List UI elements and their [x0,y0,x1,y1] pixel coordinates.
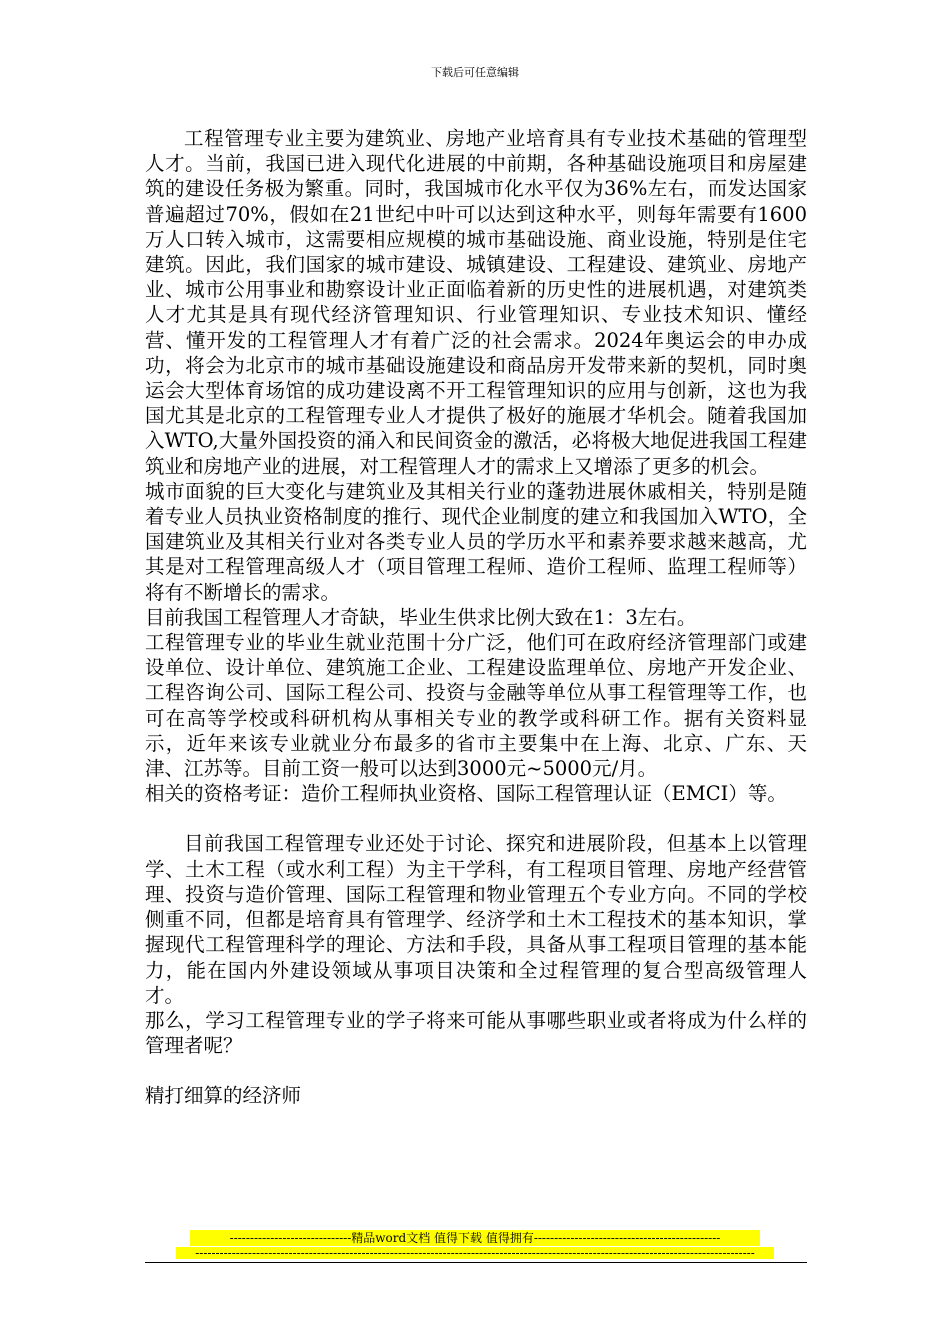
paragraph-question: 那么，学习工程管理专业的学子将来可能从事哪些职业或者将成为什么样的管理者呢？ [145,1008,807,1058]
paragraph-employment: 工程管理专业的毕业生就业范围十分广泛，他们可在政府经济管理部门或建设单位、设计单位、建筑施工企业、工程建设监理单位、房地产开发企业、工程咨询公司、国际工程公司、投资与金融等单位从事工程管理等工作，也可在高等学校或科研机构从事相关专业的教学或科研工作。据有关资料显示，近年来该专业就业分布最多的省市主要集中在上海、北京、广东、天津、江苏等。目前工资一般可以达到3000元~5000元/月。 [145,631,807,781]
blank-line [145,1058,807,1083]
paragraph-intro: 工程管理专业主要为建筑业、房地产业培育具有专业技术基础的管理型人才。当前，我国已进入现代化进展的中前期，各种基础设施项目和房屋建筑的建设任务极为繁重。同时，我国城市化水平仅为36%左右，而发达国家普遍超过70%，假如在21世纪中叶可以达到这种水平，则每年需要有1600万人口转入城市，这需要相应规模的城市基础设施、商业设施，特别是住宅建筑。因此，我们国家的城市建设、城镇建设、工程建设、建筑业、房地产业、城市公用事业和勘察设计业正面临着新的历史性的进展机遇，对建筑类人才尤其是具有现代经济管理知识、行业管理知识、专业技术知识、懂经营、懂开发的工程管理人才有着广泛的社会需求。2024年奥运会的申办成功，将会为北京市的城市基础设施建设和商品房开发带来新的契机，同时奥运会大型体育场馆的成功建设离不开工程管理知识的应用与创新，这也为我国尤其是北京的工程管理专业人才提供了极好的施展才华机会。随着我国加入WTO,大量外国投资的涌入和民间资金的激活，必将极大地促进我国工程建筑业和房地产业的进展，对工程管理人才的需求上又增添了更多的机会。 [145,127,807,478]
footer-dash-line: ------------------------------------------------------------------------------------------------------------------------------------------ [176,1247,774,1259]
page-header: 下载后可任意编辑 [431,66,519,79]
paragraph-urban-change: 城市面貌的巨大变化与建筑业及其相关行业的蓬勃进展休戚相关，特别是随着专业人员执业资格制度的推行、现代企业制度的建立和我国加入WTO，全国建筑业及其相关行业对各类专业人员的学历水平和素养要求越来越高，尤其是对工程管理高级人才（项目管理工程师、造价工程师、监理工程师等）将有不断增长的需求。 [145,479,807,604]
paragraph-talent-shortage: 目前我国工程管理人才奇缺，毕业生供求比例大致在1：3左右。 [145,605,697,629]
blank-line [145,806,807,831]
document-body [145,126,807,1109]
paragraph-discipline: 目前我国工程管理专业还处于讨论、探究和进展阶段，但基本上以管理学、土木工程（或水利工程）为主干学科，有工程项目管理、房地产经营管理、投资与造价管理、国际工程管理和物业管理五个专业方向。不同的学校侧重不同，但都是培育具有管理学、经济学和土木工程技术的基本知识，掌握现代工程管理科学的理论、方法和手段，具备从事工程项目管理的基本能力，能在国内外建设领域从事项目决策和全过程管理的复合型高级管理人才。 [145,832,807,1007]
section-heading-economist: 精打细算的经济师 [145,1084,302,1108]
footer-divider [145,1262,807,1263]
paragraph-certification: 相关的资格考证：造价工程师执业资格、国际工程管理认证（EMCI）等。 [145,782,787,806]
footer-banner: ------------------------------精品word文档 值得下载 值得拥有---------------------------------------------- [190,1230,760,1246]
